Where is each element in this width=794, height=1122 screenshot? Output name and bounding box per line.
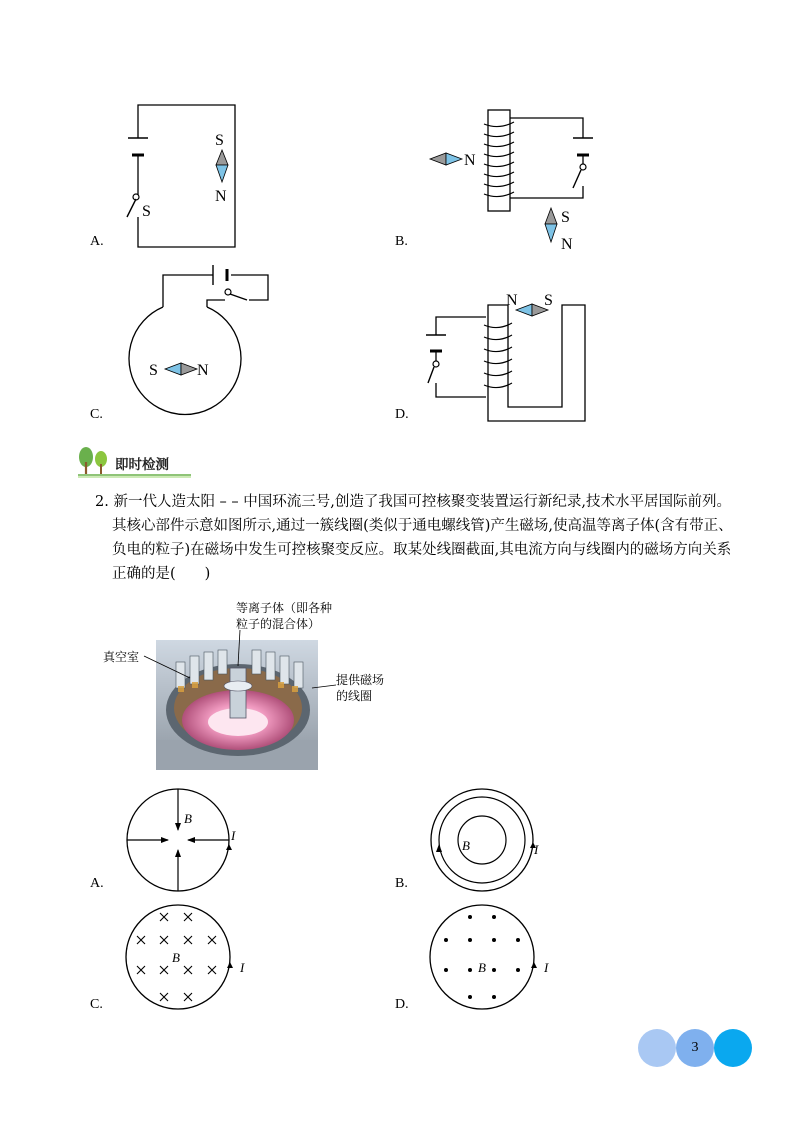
needle-n-label: N [197, 362, 209, 379]
plasma-label [236, 600, 332, 632]
needle-s-label: S [149, 362, 158, 379]
q1-option-b-diagram [420, 100, 620, 260]
current-arrowhead [226, 844, 232, 850]
page-number: 3 [691, 1040, 699, 1055]
question-2-stem [95, 490, 735, 586]
needle-left-n-label: N [464, 152, 476, 169]
switch-label: S [142, 203, 151, 220]
coil-label-line-1: 提供磁场 [336, 673, 385, 687]
page-number-badge [638, 1029, 752, 1067]
needle-s-label: S [561, 209, 570, 226]
needle-n-half [516, 304, 532, 316]
vacuum-chamber-label: 真空室 [103, 650, 140, 664]
needle-south-half [545, 224, 557, 242]
section-title: 即时检测 [115, 457, 169, 473]
q1-option-c-label: C. [90, 407, 103, 422]
q2-option-d-diagram [420, 900, 560, 1014]
plasma-label-line-1: 等离子体（即各种 [236, 601, 333, 615]
question-2-line-2: 其核心部件示意如图所示,通过一簇线圈(类似于通电螺线管)产生磁场,使高温等离子体(含有带正、 [112, 518, 733, 534]
question-2-line-3: 负电的粒子)在磁场中发生可控核聚变反应。取某处线圈截面,其电流方向与线圈内的磁场方向关系 [112, 542, 732, 558]
switch-blade [127, 199, 136, 217]
switch-blade [230, 294, 247, 300]
needle-n-label: N [561, 236, 573, 253]
current-i-label: I [534, 842, 539, 857]
needle-north-half [545, 208, 557, 224]
section-header-instant-check [75, 444, 193, 478]
current-i-label: I [544, 960, 549, 975]
switch-blade [573, 170, 581, 188]
q2-option-b-label: B. [395, 876, 408, 891]
needle-s-label: S [544, 292, 553, 309]
current-i-label: I [240, 960, 245, 975]
needle-north-half [216, 150, 228, 165]
needle-s-half [165, 363, 181, 375]
question-2-line-1: 2. 新一代人造太阳 – – 中国环流三号,创造了我国可控核聚变装置运行新纪录,技术水平居国际前列。 [95, 494, 731, 510]
current-arrowhead [227, 962, 233, 968]
q1-option-b-label: B. [395, 234, 408, 249]
q2-option-d-label: D. [395, 997, 409, 1012]
field-b-label: B [478, 960, 486, 975]
switch-pivot [580, 164, 586, 170]
q1-option-d-diagram [420, 285, 620, 430]
needle-n-label: N [215, 188, 227, 205]
needle-south-half [216, 165, 228, 182]
field-b-label: B [462, 838, 470, 853]
needle-left-blue [446, 153, 462, 165]
question-2-line-4: 正确的是( ) [112, 566, 211, 582]
q2-option-c-diagram [120, 900, 260, 1014]
needle-left-gray [430, 153, 446, 165]
out-of-page-field-marks [444, 915, 520, 999]
needle-n-half [181, 363, 197, 375]
field-b-label: B [184, 811, 192, 826]
plasma-label-line-2: 粒子的混合体） [236, 617, 321, 631]
field-b-label: B [172, 950, 180, 965]
q1-option-d-label: D. [395, 407, 409, 422]
coil-label [336, 672, 384, 704]
needle-n-label: N [506, 292, 518, 309]
switch-pivot [433, 361, 439, 367]
q2-option-a-diagram [120, 786, 250, 896]
switch-blade [428, 367, 434, 383]
photo-leader-lines [100, 630, 340, 690]
q2-option-c-label: C. [90, 997, 103, 1012]
needle-s-label: S [215, 132, 224, 149]
q1-option-a-label: A. [90, 234, 104, 249]
q1-option-c-diagram [115, 255, 285, 425]
field-arrowhead [436, 844, 442, 852]
q1-option-a-diagram [85, 95, 285, 255]
current-arrowhead [531, 962, 537, 968]
current-i-label: I [231, 828, 236, 843]
coil-label-line-2: 的线圈 [336, 689, 373, 703]
q2-option-a-label: A. [90, 876, 104, 891]
q2-option-b-diagram [420, 786, 560, 896]
